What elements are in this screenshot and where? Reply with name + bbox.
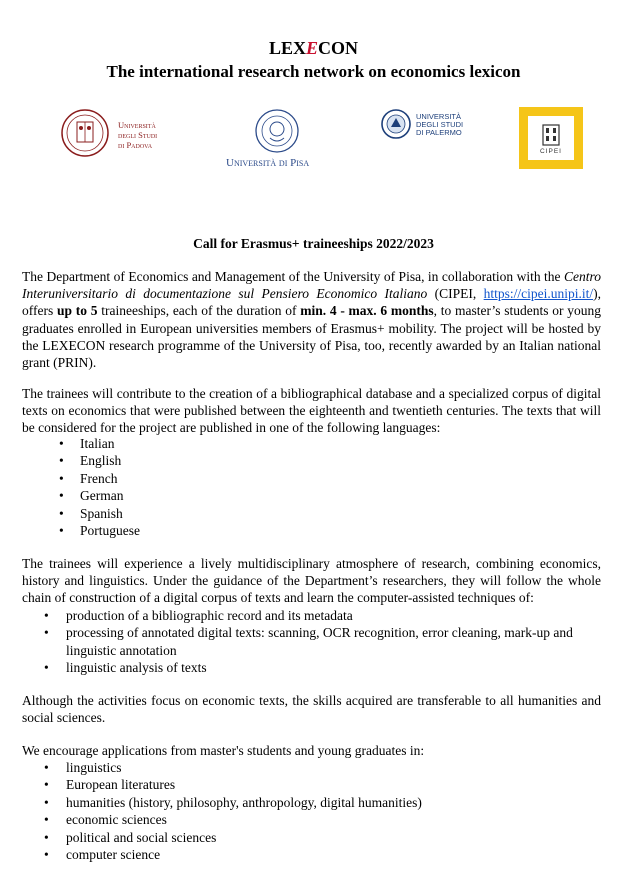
fields-list <box>22 759 601 863</box>
training-paragraph: The trainees will experience a lively multidisciplinary atmosphere of research, combining economics, history and linguistics. Under the guidance of the Department’s researchers, they will follow the whole chain of construction of a digital corpus of texts and learn the computer-assisted techniques of: <box>22 556 601 606</box>
list-item: • Portuguese <box>59 523 140 539</box>
document-subtitle: The international research network on economics lexicon <box>106 62 521 81</box>
list-item: • linguistic analysis of texts <box>44 660 207 676</box>
padova-seal-icon <box>60 108 110 158</box>
cipei-full-name: Centro Interuniversitario di documentazione sul Pensiero Economico Italiano <box>22 269 601 302</box>
cipei-label: CIPEI <box>540 148 562 155</box>
padova-line-2: degli Studi <box>118 130 158 140</box>
cipei-logo <box>519 107 583 169</box>
list-item: • European literatures <box>44 777 176 793</box>
skills-paragraph: Although the activities focus on economic texts, the skills acquired are transferable to all humanities and social sciences. <box>22 693 601 726</box>
list-item: • French <box>59 470 118 486</box>
palermo-line-1: UNIVERSITÀ <box>416 112 462 121</box>
list-item: • Spanish <box>59 505 123 521</box>
pisa-name: Università di Pisa <box>226 157 310 169</box>
call-title: Call for Erasmus+ traineeships 2022/2023 <box>193 236 434 251</box>
languages-list <box>22 435 601 539</box>
corpus-paragraph: The trainees will contribute to the creation of a bibliographical database and a specialized corpus of digital texts on economics that were published between the eighteenth and twentieth centuries. The texts that will be considered for the project are published in one of the following languages: <box>22 386 601 436</box>
list-item: • computer science <box>44 847 161 863</box>
list-item: • political and social sciences <box>44 829 217 845</box>
list-item: • linguistics <box>44 760 122 775</box>
list-item: • German <box>59 488 124 504</box>
document-title: LEXECON <box>268 38 359 58</box>
cipei-building-icon <box>542 124 560 146</box>
palermo-line-3: DI PALERMO <box>416 128 462 137</box>
list-item: • economic sciences <box>44 812 167 828</box>
palermo-logo <box>380 108 480 144</box>
techniques-list <box>22 607 601 677</box>
pisa-logo <box>226 108 336 172</box>
list-item: • Italian <box>59 436 115 451</box>
list-item: • humanities (history, philosophy, anthropology, digital humanities) <box>44 794 422 810</box>
pisa-seal-icon <box>254 108 300 154</box>
padova-logo <box>60 108 180 160</box>
intro-paragraph: The Department of Economics and Management of the University of Pisa, in collaboration with the Centro Interuniversitario di documentazione sul Pensiero Economico Italiano (CIPEI, https://cipei.unipi.it/), offers up to 5 traineeships, each of the duration of min. 4 - max. 6 months, to master’s students or young graduates enrolled in European universities members of Erasmus+ mobility. The project will be hosted by the LEXECON research programme of the University of Pisa, too, recently awarded by an Italian national grant (PRIN). <box>22 269 601 371</box>
padova-line-3: di Padova <box>118 140 153 150</box>
list-item: • English <box>59 453 122 469</box>
list-item: • production of a bibliographic record and its metadata <box>44 608 353 623</box>
list-item: • processing of annotated digital texts: scanning, OCR recognition, error cleaning, mark-up and linguistic annotation <box>44 625 573 658</box>
palermo-line-2: DEGLI STUDI <box>416 120 464 129</box>
cipei-link[interactable]: https://cipei.unipi.it/ <box>483 286 594 302</box>
padova-line-1: Università <box>118 120 156 130</box>
applications-paragraph: We encourage applications from master's students and young graduates in: <box>22 743 425 758</box>
palermo-seal-icon <box>380 108 412 140</box>
